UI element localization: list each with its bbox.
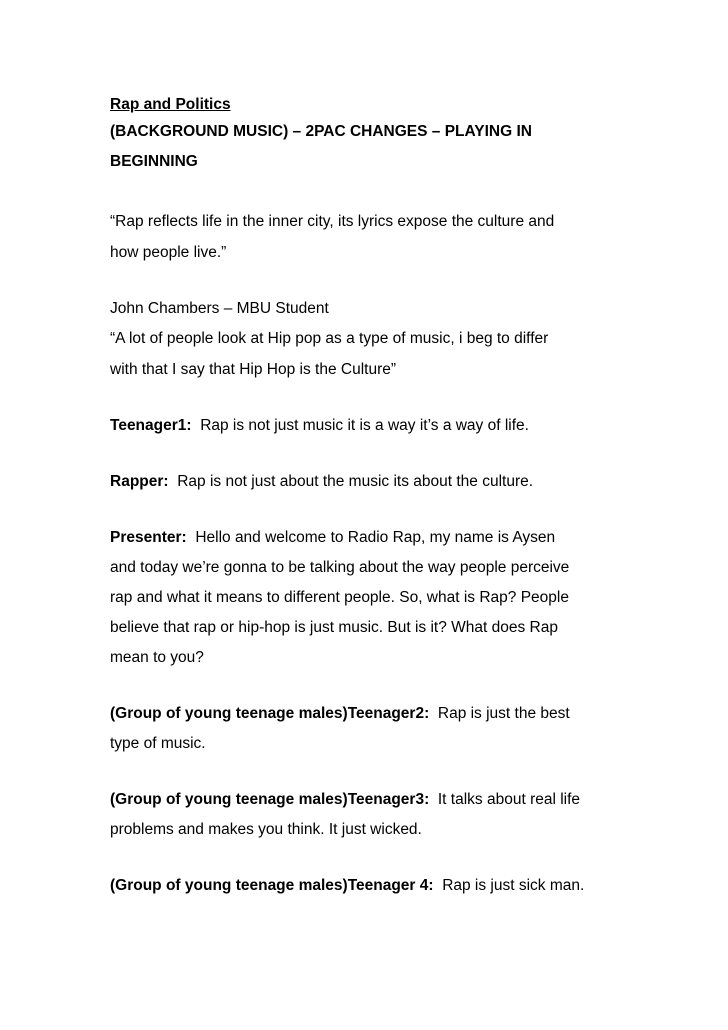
quote-1-line-1: “Rap reflects life in the inner city, its lyrics expose the culture and [110,213,555,230]
dialogue-presenter [110,525,650,551]
dialogue-presenter-line-4: believe that rap or hip-hop is just music. But is it? What does Rap [110,619,558,636]
quote-2-line-2: with that I say that Hip Hop is the Culture” [110,361,397,378]
dialogue-presenter-line-2: and today we’re gonna to be talking about the way people perceive [110,559,570,576]
spacer [110,671,650,701]
speaker-label: (Group of young teenage males)Teenager2: [110,705,430,722]
background-music-line-2: BEGINNING [110,153,198,170]
quote-1-line-2: how people live.” [110,244,227,261]
dialogue-text: Hello and welcome to Radio Rap, my name is Aysen [195,529,556,546]
background-music-note-cont [110,149,650,175]
speaker-label: (Group of young teenage males)Teenager 4: [110,877,434,894]
spacer [110,757,650,787]
speaker-label: Presenter: [110,529,187,546]
dialogue-presenter-line-3: rap and what it means to different people. So, what is Rap? People [110,589,569,606]
document-page [110,95,650,899]
spacer [110,439,650,469]
spacer [110,175,650,201]
spacer [110,843,650,873]
spacer [110,495,650,525]
attribution: John Chambers – MBU Student [110,300,329,317]
dialogue-text: Rap is just sick man. [442,877,585,894]
dialogue-teenager1 [110,413,650,439]
background-music-note [110,115,650,149]
document-title: Rap and Politics [110,96,231,113]
dialogue-teenager2-line-2: type of music. [110,735,206,752]
dialogue-teenager3-line-2: problems and makes you think. It just wicked. [110,821,422,838]
dialogue-rapper [110,469,650,495]
dialogue-presenter-line-5: mean to you? [110,649,204,666]
dialogue-text: It talks about real life [437,791,581,808]
quote-2-line-1: “A lot of people look at Hip pop as a type of music, i beg to differ [110,330,549,347]
speaker-label: Rapper: [110,473,169,490]
speaker-label: (Group of young teenage males)Teenager3: [110,791,430,808]
background-music-line-1: (BACKGROUND MUSIC) – 2PAC CHANGES – PLAYING IN [110,123,532,140]
dialogue-text: Rap is not just music it is a way it’s a way of life. [200,417,529,434]
dialogue-text: Rap is just the best [437,705,570,722]
spacer [110,266,650,296]
dialogue-text: Rap is not just about the music its about the culture. [177,473,534,490]
dialogue-teenager4 [110,873,650,899]
spacer [110,383,650,413]
speaker-label: Teenager1: [110,417,192,434]
dialogue-teenager2 [110,701,650,727]
dialogue-teenager3 [110,787,650,813]
